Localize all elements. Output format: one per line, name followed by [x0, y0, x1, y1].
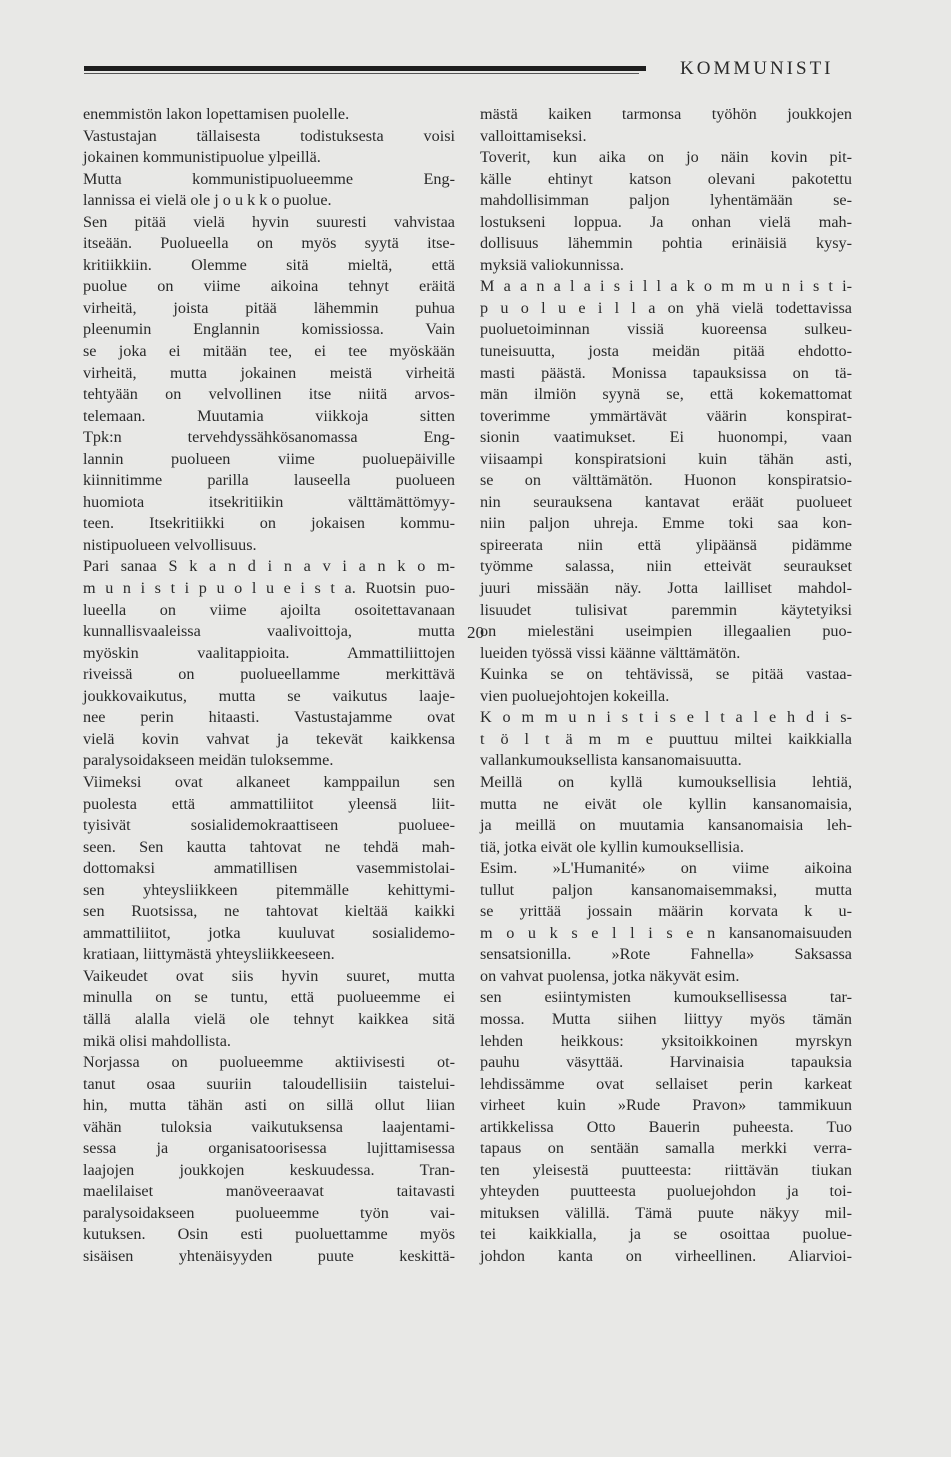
text-line: vallankumouksellista kansanomaisuutta.	[480, 751, 742, 770]
text-line: Vastustajan tällaisesta todistuksesta voisi	[83, 126, 455, 145]
text-line: lueiden työssä vissi käänne välttämätön.	[480, 643, 741, 662]
text-line: jokainen kommunistipuolue ylpeillä.	[83, 148, 321, 167]
text-line: masti päästä. Monissa tapauksissa on tä-	[480, 363, 852, 382]
text-line: Tpk:n tervehdyssähkösanomassa Eng-	[83, 428, 455, 447]
text-line: tehtyään on velvollinen itse niitä arvos-	[83, 385, 455, 404]
text-line: lehden heikkous: yksitoikkoinen myrskyn	[480, 1031, 852, 1050]
text-line: tapaus on sentään samalla merkki verra-	[480, 1139, 852, 1158]
text-line: puolesta että ammattiliitot yleensä liit-	[83, 794, 455, 813]
text-line: nin seurauksena kantavat eräät puolueet	[480, 492, 852, 511]
text-line: Vaikeudet ovat siis hyvin suuret, mutta	[83, 966, 455, 985]
text-line: se yrittää jossain määrin korvata k u-	[480, 902, 852, 921]
text-line: män ilmiön syynä se, että kokemattomat	[480, 385, 852, 404]
text-line: sisäisen yhtenäisyyden puute keskittä-	[83, 1246, 455, 1265]
text-line: t ö l t ä m m e puuttuu miltei kaikkialla	[480, 729, 852, 748]
text-line: enemmistön lakon lopettamisen puolelle.	[83, 105, 350, 123]
text-line: Kuinka se on tehtävissä, se pitää vastaa-	[480, 665, 852, 684]
right-column	[480, 104, 852, 1268]
text-line: tuneisuutta, josta meidän pitää ehdotto-	[480, 342, 852, 361]
header-rule-thin	[84, 73, 639, 74]
header-rule	[84, 66, 646, 71]
text-line: dottomaksi ammatillisen vasemmistolai-	[83, 859, 455, 878]
text-line: lueella on viime ajoilta osoitettavanaan	[83, 600, 455, 619]
text-line: riveissä on puolueellamme merkittävä	[83, 665, 455, 684]
text-line: mituksen välillä. Tämä puute näkyy mil-	[480, 1203, 852, 1222]
text-line: nistipuolueen velvollisuus.	[83, 535, 257, 554]
text-line: maelilaiset manöveeraavat taitavasti	[83, 1182, 455, 1201]
text-line: virheitä, joista pitää lähemmin puhua	[83, 298, 455, 317]
text-line: tanut osaa suuriin taloudellisiin taistelui-	[83, 1074, 455, 1093]
text-line: pauhu väsyttää. Harvinaisia tapauksia	[480, 1053, 852, 1072]
text-line: sionin vaatimukset. Ei huonompi, vaan	[480, 428, 852, 447]
text-line: sen esiintymisten kumouksellisessa tar-	[480, 988, 852, 1007]
text-line: myöskin vaalitappioita. Ammattiliittojen	[83, 643, 455, 662]
text-line: p u o l u e i l l a on yhä vielä todettavissa	[480, 298, 852, 317]
text-line: virheet kuin »Rude Pravon» tammikuun	[480, 1096, 852, 1115]
text-line: mikä olisi mahdollista.	[83, 1031, 231, 1050]
text-line: Toverit, kun aika on jo näin kovin pit-	[480, 148, 852, 167]
text-line: viisaampi konspiratsioni kuin tähän asti,	[480, 449, 852, 468]
text-line: seen. Sen kautta tahtovat ne tehdä mah-	[83, 837, 455, 856]
text-line: lisuudet tulisivat paremmin käytetyiksi	[480, 600, 852, 619]
text-line: Pari sanaa S k a n d i n a v i a n k o m-	[83, 557, 455, 576]
text-line: tullut paljon kansanomaisemmaksi, mutta	[480, 880, 852, 899]
text-line: kutuksen. Osin esti puoluettamme myös	[83, 1225, 455, 1244]
text-line: myksiä valiokunnissa.	[480, 255, 624, 274]
text-line: spireerata niin että ylipäänsä pidämme	[480, 535, 852, 554]
text-line: virheitä, mutta jokainen meistä virheitä	[83, 363, 455, 382]
text-line: sensatsionilla. »Rote Fahnella» Saksassa	[480, 945, 852, 964]
text-line: nee perin hitaasti. Vastustajamme ovat	[83, 708, 455, 727]
text-line: Viimeksi ovat alkaneet kamppailun sen	[83, 772, 455, 791]
text-line: Norjassa on puolueemme aktiivisesti ot-	[83, 1053, 455, 1072]
text-line: lannin puolueen viime puoluepäiville	[83, 449, 455, 468]
text-line: kritiikkiin. Olemme sitä mieltä, että	[83, 255, 455, 274]
text-line: Meillä on kyllä kumouksellisia lehtiä,	[480, 772, 852, 791]
text-line: itseään. Puolueella on myös syytä itse-	[83, 234, 455, 253]
text-line: tiä, jotka eivät ole kyllin kumouksellisia.	[480, 837, 744, 856]
text-line: yhteyden puutteesta puoluejohdon ja toi-	[480, 1182, 852, 1201]
text-line: M a a n a l a i s i l l a k o m m u n i s t i-	[480, 277, 852, 296]
text-line: on vahvat puolensa, jotka näkyvät esim.	[480, 966, 740, 985]
text-line: sen yhteysliikkeen pitemmälle kehittymi-	[83, 880, 455, 899]
text-line: K o m m u n i s t i s e l t a l e h d i s-	[480, 708, 852, 727]
text-line: vähän tuloksia vaikutuksensa laajentami-	[83, 1117, 455, 1136]
text-line: ja meillä on muutamia kansanomaisia leh-	[480, 816, 852, 835]
text-line: lehdissämme ovat sellaiset perin karkeat	[480, 1074, 852, 1093]
text-line: tyisivät sosialidemokraattiseen puoluee-	[83, 816, 455, 835]
text-line: kratiaan, liittymästä yhteysliikkeeseen.	[83, 945, 335, 964]
running-head: KOMMUNISTI	[680, 58, 834, 79]
text-line: Esim. »L'Humanité» on viime aikoina	[480, 859, 852, 878]
text-line: huomiota itsekritiikin välttämättömyy-	[83, 492, 455, 511]
text-line: ammattiliitot, jotka kuuluvat sosialidemo-	[83, 923, 455, 942]
text-line: tei kaikkialla, ja se osoittaa puolue-	[480, 1225, 852, 1244]
text-line: sen Ruotsissa, ne tahtovat kieltää kaikki	[83, 902, 455, 921]
text-line: teen. Itsekritiikki on jokaisen kommu-	[83, 514, 455, 533]
text-line: minulla on se tuntu, että puolueemme ei	[83, 988, 455, 1007]
text-line: juuri missään näy. Jotta lailliset mahdol-	[480, 579, 852, 598]
text-line: kiinnitimme parilla lauseella puolueen	[83, 471, 455, 490]
text-line: se joka ei mitään tee, ei tee myöskään	[83, 342, 455, 361]
text-line: vien puoluejohtojen kokeilla.	[480, 686, 670, 705]
text-line: laajojen joukkojen keskuudessa. Tran-	[83, 1160, 455, 1179]
text-line: pleenumin Englannin komissiossa. Vain	[83, 320, 455, 339]
page-number: 20	[467, 623, 484, 642]
text-line: valloittamiseksi.	[480, 126, 587, 145]
left-column	[83, 104, 455, 1268]
text-line: m o u k s e l l i s e n kansanomaisuuden	[480, 923, 852, 942]
text-line: se on välttämätön. Huonon konspiratsio-	[480, 471, 852, 490]
text-line: paralysoidakseen puolueemme työn vai-	[83, 1203, 455, 1222]
text-line: telemaan. Muutamia viikkoja sitten	[83, 406, 455, 425]
text-line: niin paljon uhreja. Emme toki saa kon-	[480, 514, 852, 533]
text-line: m u n i s t i p u o l u e i s t a. Ruotsin puo-	[83, 579, 455, 598]
text-line: sessa ja organisatoorisessa lujittamisessa	[83, 1139, 455, 1158]
text-line: toverimme ymmärtävät väärin konspirat-	[480, 406, 852, 425]
text-line: työmme salassa, niin etteivät seuraukset	[480, 557, 852, 576]
text-line: källe ehtinyt katson olevani pakotettu	[480, 169, 852, 188]
text-line: johdon kanta on virheellinen. Aliarvioi-	[480, 1246, 852, 1265]
text-line: puolue on viime aikoina tehnyt eräitä	[83, 277, 455, 296]
text-line: paralysoidakseen meidän tuloksemme.	[83, 751, 334, 770]
text-line: puoluetoiminnan vissiä kuoreensa sulkeu-	[480, 320, 852, 339]
text-line: artikkelissa Otto Bauerin puheesta. Tuo	[480, 1117, 852, 1136]
text-line: Mutta kommunistipuolueemme Eng-	[83, 169, 455, 188]
text-line: lostukseni loppua. Ja onhan vielä mah-	[480, 212, 852, 231]
text-line: joukkovaikutus, mutta se vaikutus laaje-	[83, 686, 455, 705]
text-line: kunnallisvaaleissa vaalivoittoja, mutta	[83, 622, 455, 641]
text-line: lannissa ei vielä ole j o u k k o puolue.	[83, 191, 332, 210]
text-line: vielä kovin vahvat ja tekevät kaikkensa	[83, 729, 455, 748]
text-line: mossa. Mutta siihen liittyy myös tämän	[480, 1009, 852, 1028]
text-line: mästä kaiken tarmonsa työhön joukkojen	[480, 105, 852, 123]
text-line: tällä alalla vielä ole tehnyt kaikkea sitä	[83, 1009, 455, 1028]
text-line: dollisuus lähemmin pohtia erinäisiä kysy-	[480, 234, 852, 253]
text-line: Sen pitää vielä hyvin suuresti vahvistaa	[83, 212, 455, 231]
text-line: hin, mutta tähän asti on sillä ollut liian	[83, 1096, 455, 1115]
text-line: mutta ne eivät ole kyllin kansanomaisia,	[480, 794, 852, 813]
text-line: mahdollisimman paljon lyhentämään se-	[480, 191, 852, 210]
text-line: on mielestäni useimpien illegaalien puo-	[480, 622, 852, 641]
text-line: ten yleisestä puutteesta: riittävän tiukan	[480, 1160, 852, 1179]
